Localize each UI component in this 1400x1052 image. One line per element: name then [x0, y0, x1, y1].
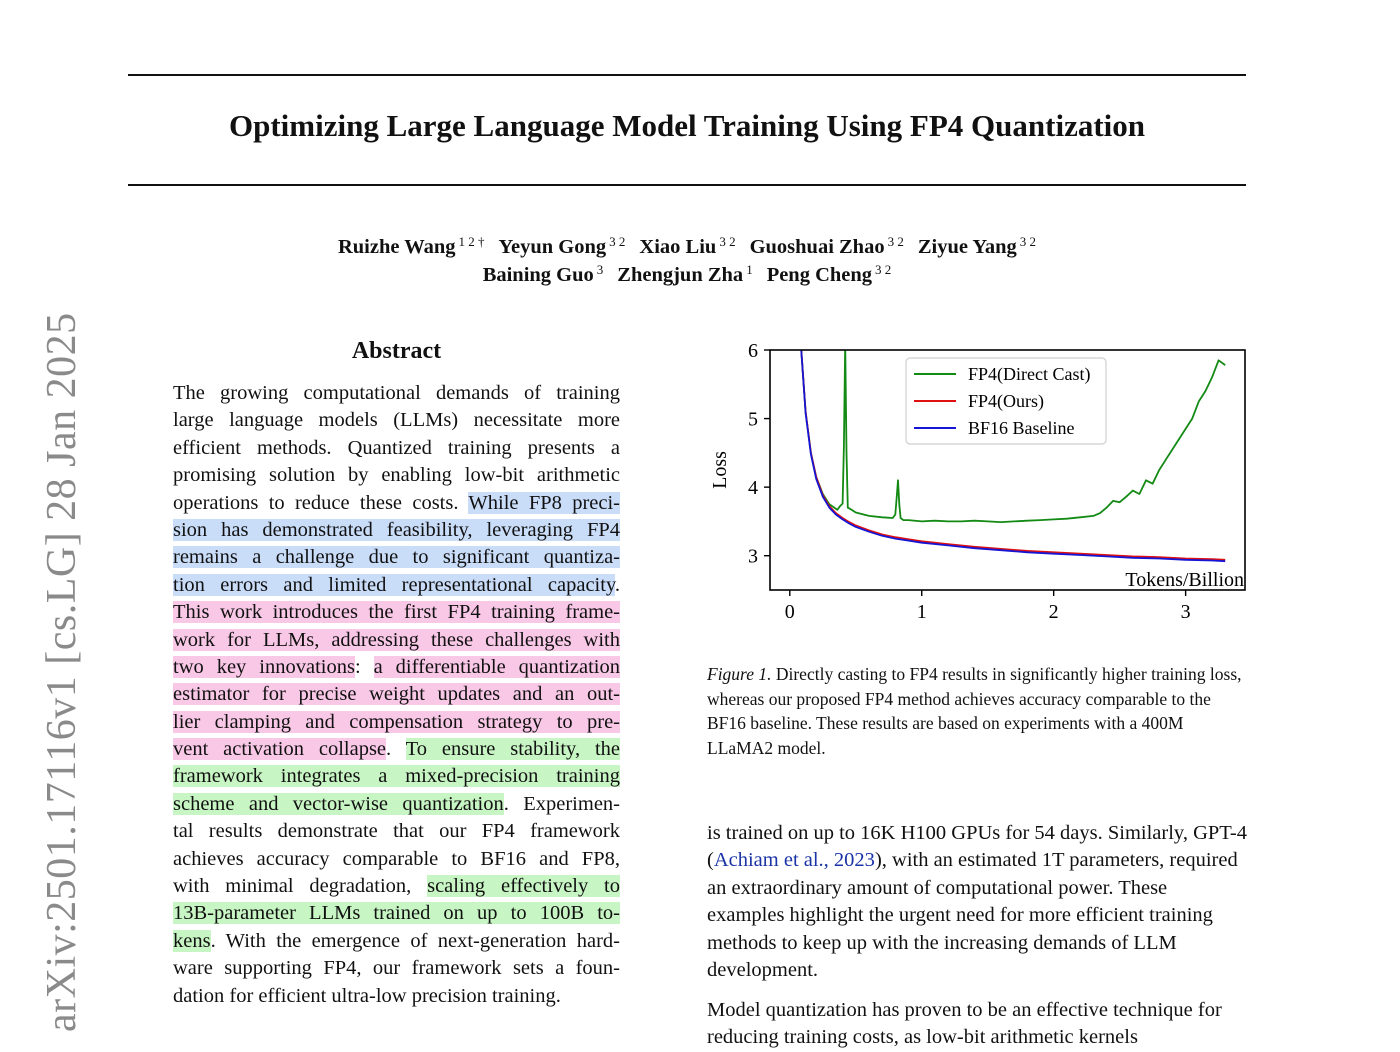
abstract-line: [173, 763, 620, 790]
abstract-line: [173, 873, 620, 900]
author-name-text: Ruizhe Wang: [337, 236, 456, 258]
author-name-text: Yeyun Gong: [498, 236, 607, 258]
abstract-line: [173, 462, 620, 489]
author-name-text: Xiao Liu: [639, 236, 717, 258]
authors-line-1: [128, 234, 1246, 259]
highlighted-text-green: kens: [173, 929, 211, 952]
abstract-line: [173, 654, 620, 681]
author-name: [918, 236, 1036, 258]
body-paragraph-2: Model quantization has proven to be an effective technique for reducing training costs, as low-bit arithmetic kernels: [707, 999, 1222, 1049]
abstract-text: operations to reduce these costs.: [173, 491, 469, 514]
abstract-text: . Experimen-: [503, 792, 620, 815]
abstract-body: [173, 380, 620, 1010]
abstract-text: large language models (LLMs) necessitate more: [173, 409, 620, 432]
title-rule-top: [128, 74, 1246, 76]
highlighted-text-pink: two key innovations: [173, 655, 355, 678]
highlighted-text-green: scheme and vector-wise quantization: [173, 792, 504, 815]
chart-legend: [906, 358, 1106, 444]
author-affiliation: 3 2: [609, 234, 626, 249]
citation-link[interactable]: Achiam et al., 2023: [713, 849, 875, 872]
abstract-text: tal results demonstrate that our FP4 framework: [173, 820, 620, 843]
abstract-text: ware supporting FP4, our framework sets a foun-: [173, 957, 620, 980]
highlighted-text-pink: work for LLMs, addressing these challenges with: [173, 628, 620, 651]
x-tick-label: 1: [916, 601, 927, 623]
abstract-line: [173, 791, 620, 818]
y-axis-label: Loss: [709, 451, 731, 489]
abstract-heading: Abstract: [351, 338, 442, 364]
highlighted-text-green: framework integrates a mixed-precision training: [173, 765, 620, 788]
highlighted-text-green: To ensure stability, the: [405, 738, 620, 761]
abstract-text: .: [386, 738, 406, 761]
x-tick-label: 2: [1048, 601, 1059, 623]
author-name-text: Guoshuai Zhao: [749, 236, 885, 258]
legend-entry: FP4(Ours): [968, 391, 1045, 411]
figure-caption: [707, 662, 1247, 760]
figure-label: Figure 1.: [707, 664, 772, 684]
author-name: [617, 264, 752, 286]
abstract-line: [173, 681, 620, 708]
x-axis-label: Tokens/Billion: [1125, 569, 1244, 591]
author-name: [767, 264, 892, 286]
abstract-line: [173, 490, 620, 517]
abstract-text: The growing computational demands of training: [173, 382, 620, 404]
highlighted-text-pink: lier clamping and compensation strategy to pre-: [173, 710, 620, 733]
abstract-text: with minimal degradation,: [173, 875, 428, 898]
author-affiliation: 1: [746, 262, 753, 277]
y-tick-label: 3: [748, 545, 758, 568]
abstract-line: [173, 599, 620, 626]
abstract-line: [173, 846, 620, 873]
highlighted-text-blue: remains a challenge due to significant quantiza-: [173, 546, 620, 569]
body-text: is trained on up to 16K H100 GPUs for 54 days. Similarly, GPT-4 (: [707, 822, 1248, 872]
highlighted-text-blue: While FP8 preci-: [468, 491, 620, 514]
legend-entry: BF16 Baseline: [968, 418, 1075, 438]
abstract-line: [173, 736, 620, 763]
abstract-line: [173, 928, 620, 955]
body-text: ), with an estimated 1T parameters, required an extraordinary amount of computational power. These examples highlight the urgent need for more efficient training methods to keep up with the increasing demands of LLM development.: [707, 849, 1238, 982]
author-affiliation: 3 2: [887, 234, 904, 249]
title-rule-bottom: [128, 184, 1246, 186]
author-affiliation: 3 2: [1019, 234, 1037, 249]
body-paragraph-1: [707, 820, 1247, 984]
highlighted-text-pink: estimator for precise weight updates and an out-: [173, 683, 620, 706]
highlighted-text-green: scaling effectively to: [427, 875, 620, 898]
highlighted-text-pink: vent activation collapse: [173, 738, 387, 761]
loss-chart: [700, 336, 1260, 636]
x-tick-label: 0: [784, 601, 795, 623]
highlighted-text-pink: a differentiable quantization: [373, 655, 620, 678]
legend-entry: FP4(Direct Cast): [968, 364, 1091, 384]
abstract-text: dation for efficient ultra-low precision training.: [173, 984, 561, 1007]
author-affiliation: 1 2 †: [458, 234, 485, 249]
author-affiliation: 3: [596, 262, 604, 277]
abstract-text: achieves accuracy comparable to BF16 and FP8,: [173, 847, 620, 870]
author-affiliation: 3 2: [875, 262, 892, 277]
x-tick-label: 3: [1180, 601, 1191, 623]
author-name: [499, 236, 626, 258]
y-tick-label: 4: [748, 477, 758, 500]
abstract-line: [173, 435, 620, 462]
abstract-line: [173, 818, 620, 845]
abstract-line: [173, 627, 620, 654]
author-name: [338, 236, 485, 258]
author-name-text: Baining Guo: [482, 264, 594, 286]
highlighted-text-green: 13B-parameter LLMs trained on up to 100B to-: [173, 902, 620, 925]
arxiv-stamp: arXiv:2501.17116v1 [cs.LG] 28 Jan 2025: [39, 312, 85, 1032]
abstract-line: [173, 900, 620, 927]
abstract-text: .: [614, 573, 620, 596]
abstract-text: . With the emergence of next-generation hard-: [210, 929, 620, 952]
author-name-text: Zhengjun Zha: [617, 264, 744, 286]
highlighted-text-blue: sion has demonstrated feasibility, leveraging FP4: [173, 518, 620, 541]
abstract-line: [173, 709, 620, 736]
abstract-line: [173, 955, 620, 982]
paper-title: Optimizing Large Language Model Training Using FP4 Quantization: [229, 108, 1145, 143]
abstract-line: [173, 380, 620, 407]
author-name: [750, 236, 904, 258]
highlighted-text-pink: This work introduces the first FP4 training frame-: [173, 601, 620, 624]
highlighted-text-blue: tion errors and limited representational capacity: [173, 573, 615, 596]
author-name-text: Peng Cheng: [766, 264, 873, 286]
abstract-line: [173, 983, 620, 1010]
author-name-text: Ziyue Yang: [917, 236, 1017, 258]
abstract-text: :: [354, 655, 374, 678]
abstract-text: efficient methods. Quantized training presents a: [173, 436, 620, 459]
abstract-line: [173, 517, 620, 544]
figure-caption-text: Directly casting to FP4 results in significantly higher training loss, whereas our proposed FP4 method achieves accuracy comparable to the BF16 baseline. These results are based on experiments with a 400M LLaMA2 model.: [707, 664, 1242, 758]
y-tick-label: 5: [748, 408, 758, 431]
y-tick-label: 6: [748, 340, 758, 362]
authors-line-2: [128, 262, 1246, 287]
author-name: [639, 236, 735, 258]
abstract-line: [173, 407, 620, 434]
author-name: [483, 264, 604, 286]
abstract-line: [173, 544, 620, 571]
author-affiliation: 3 2: [719, 234, 736, 249]
abstract-text: promising solution by enabling low-bit arithmetic: [173, 464, 620, 487]
abstract-line: [173, 572, 620, 599]
